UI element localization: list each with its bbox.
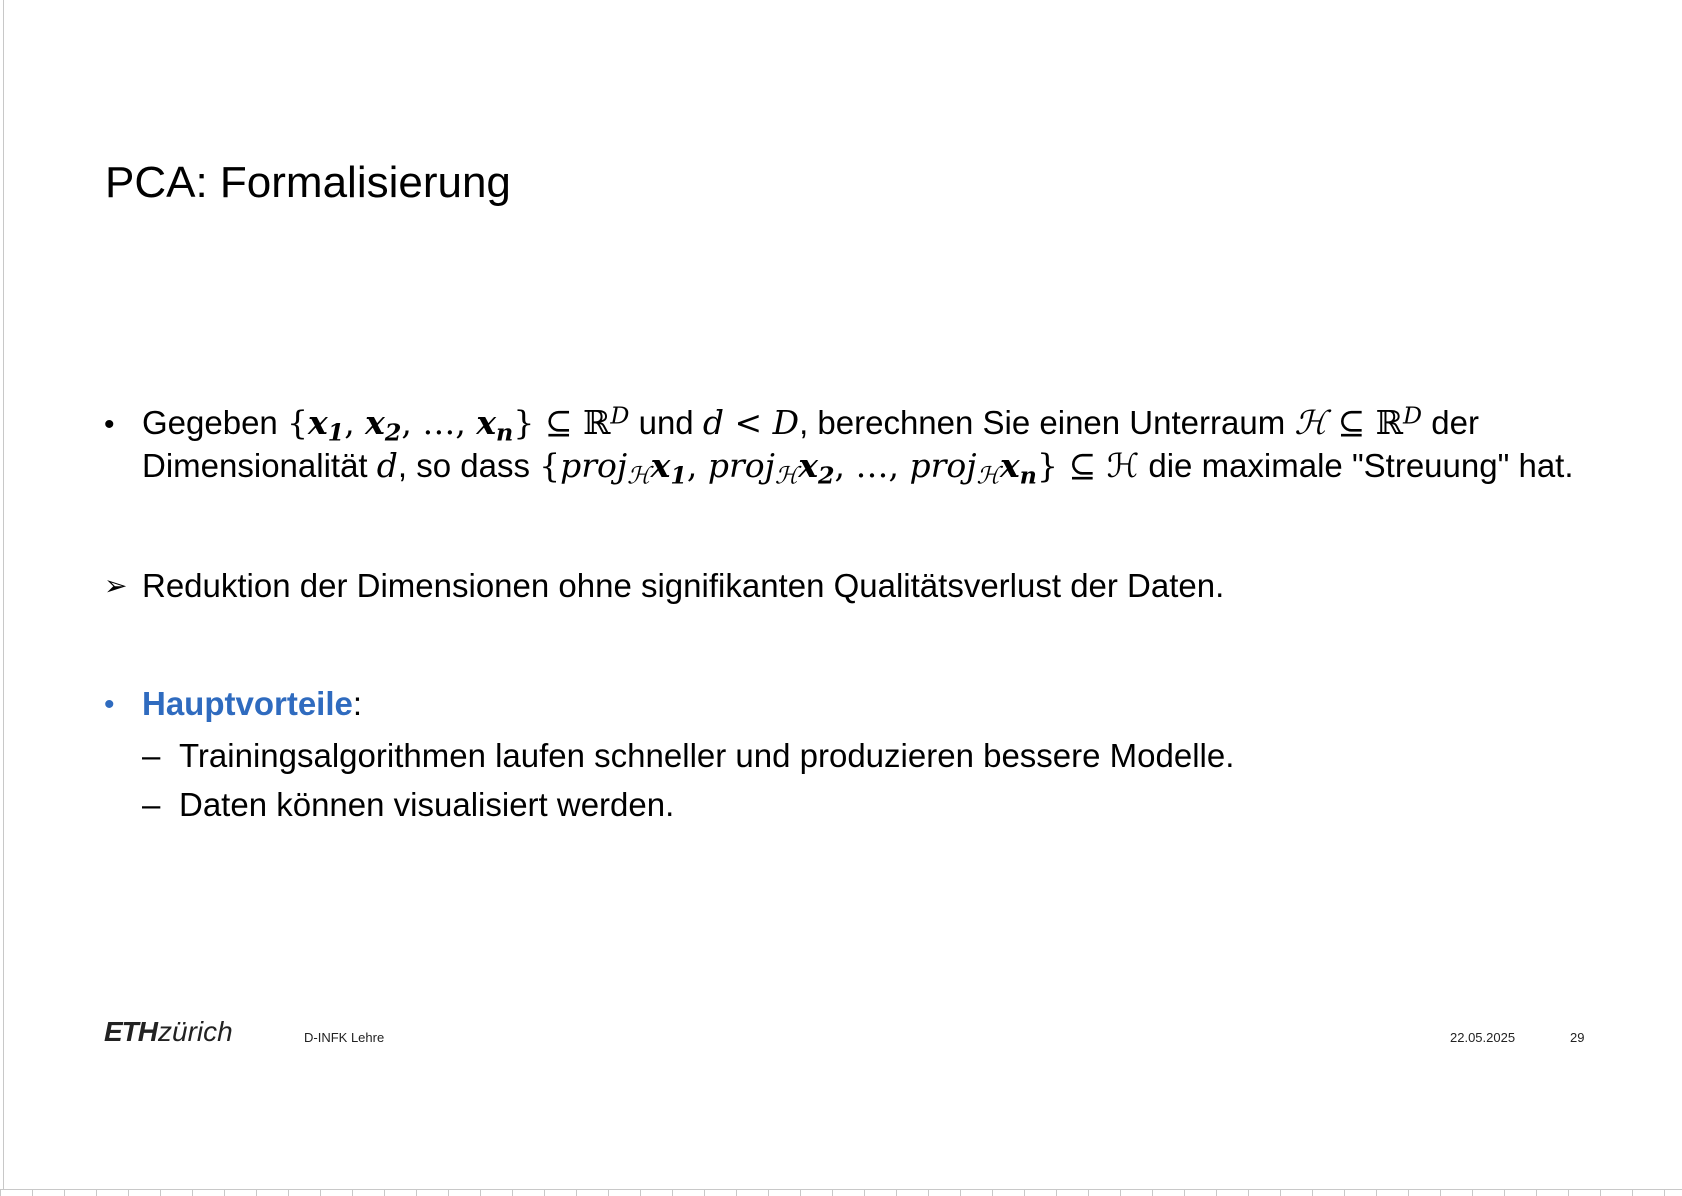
page-left-border [3, 0, 4, 1190]
advantages-heading-line [142, 684, 362, 724]
text-so-that: , so dass [397, 447, 540, 484]
math-proj2-sub: ℋ [774, 461, 799, 490]
math-px2-sub: 2 [818, 461, 835, 490]
arrow-item-text: Reduktion der Dimensionen ohne signifikanten Qualitätsverlust der Daten. [142, 567, 1225, 604]
math-xn-sub: n [496, 418, 514, 447]
advantages-heading: Hauptvorteile [142, 685, 353, 722]
ruler-ticks [0, 1190, 1682, 1196]
math-px1-sub: 1 [670, 461, 687, 490]
math-proj2: proj [707, 446, 775, 485]
text-given: Gegeben [142, 404, 287, 441]
advantages-colon: : [352, 685, 363, 722]
bullet1-line1 [142, 401, 1479, 447]
math-xn: x [476, 403, 497, 442]
math-pxn-sub: n [1019, 461, 1037, 490]
math-subset-H: } ⊆ ℋ [1036, 446, 1140, 485]
footer-department: D-INFK Lehre [304, 1030, 385, 1045]
bullet1-line2 [142, 446, 1574, 490]
math-x1: x [307, 403, 328, 442]
math-x2: x [365, 403, 385, 442]
logo-eth: ETH [104, 1016, 157, 1047]
math-comma1: , [344, 403, 366, 442]
list-item [142, 736, 160, 776]
math-subset-rd: } ⊆ ℝ [513, 403, 611, 442]
math-px1: x [650, 446, 671, 485]
math-px2: x [798, 446, 818, 485]
arrow-bullet-icon: ➢ [104, 570, 128, 601]
list-item [142, 785, 160, 825]
math-x2-sub: 2 [384, 418, 402, 447]
dash-marker: – [142, 737, 161, 774]
math-brace-open: { [286, 403, 308, 442]
math-subset-rd2: ⊆ ℝ [1326, 403, 1404, 442]
advantage-item-1: Trainingsalgorithmen laufen schneller und produzieren bessere Modelle. [179, 737, 1235, 774]
math-proj1-sub: ℋ [627, 461, 651, 490]
math-pcomma1: , [686, 446, 708, 485]
logo-zurich: zürich [158, 1016, 233, 1047]
math-sup-d: D [610, 401, 630, 430]
text-und: und [629, 404, 703, 441]
math-projn: proj [909, 446, 977, 485]
math-projn-sub: ℋ [976, 461, 1000, 490]
math-H: ℋ [1294, 403, 1327, 442]
math-pellipsis: , …, [834, 446, 910, 485]
dash-marker: – [142, 786, 161, 823]
math-sup-d2: D [1403, 401, 1423, 430]
slide-title: PCA: Formalisierung [105, 158, 511, 207]
footer-date: 22.05.2025 [1450, 1030, 1516, 1045]
eth-zurich-logo [104, 1016, 233, 1048]
text-max-spread: die maximale "Streuung" hat. [1139, 447, 1574, 484]
text-der: der [1422, 404, 1479, 441]
math-proj1: proj [560, 446, 628, 485]
math-ellipsis: , …, [401, 403, 477, 442]
math-d-lt-D: d < D [702, 403, 800, 442]
math-x1-sub: 1 [327, 418, 345, 447]
footer-page-number: 29 [1570, 1030, 1585, 1045]
math-d: d [376, 446, 398, 485]
text-compute-subspace: , berechnen Sie einen Unterraum [799, 404, 1295, 441]
math-brace-open2: { [539, 446, 561, 485]
advantage-item-2: Daten können visualisiert werden. [179, 786, 675, 823]
math-pxn: x [999, 446, 1020, 485]
text-dimensionality: Dimensionalität [142, 447, 377, 484]
advantages-marker: • [104, 688, 115, 721]
bullet-marker: • [104, 408, 115, 441]
